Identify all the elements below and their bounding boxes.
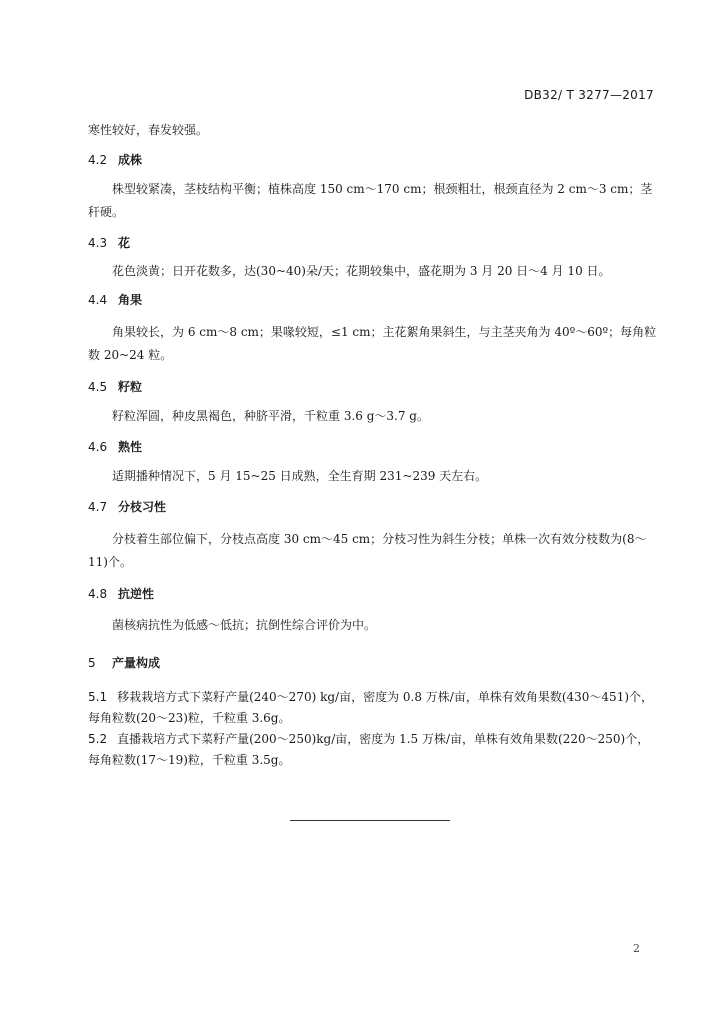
section-heading-4-5 bbox=[88, 379, 142, 395]
section-title: 抗逆性 bbox=[118, 587, 155, 601]
section-heading-4-3 bbox=[88, 235, 130, 251]
section-heading-4-2 bbox=[88, 152, 142, 168]
chapter-title: 产量构成 bbox=[112, 656, 161, 670]
section-number: 4.4 bbox=[88, 293, 108, 307]
section-number: 4.5 bbox=[88, 380, 108, 394]
section-body-4-8: 菌核病抗性为低感～低抗；抗倒性综合评价为中。 bbox=[112, 618, 377, 632]
section-body-4-3: 花色淡黄；日开花数多，达(30~40)朵/天；花期较集中，盛花期为 3 月 20 日～4 月 10 日。 bbox=[112, 264, 611, 278]
yield-item-5-1 bbox=[88, 687, 660, 729]
section-title: 籽粒 bbox=[118, 380, 143, 394]
section-number: 4.7 bbox=[88, 500, 108, 514]
item-number: 5.1 bbox=[88, 690, 108, 704]
page-number: 2 bbox=[633, 942, 640, 955]
standard-code-header: DB32/ T 3277—2017 bbox=[524, 88, 654, 102]
section-title: 熟性 bbox=[118, 440, 143, 454]
section-heading-4-4 bbox=[88, 292, 142, 308]
item-number: 5.2 bbox=[88, 732, 108, 746]
section-title: 花 bbox=[118, 236, 131, 250]
section-body-4-7: 分枝着生部位偏下，分枝点高度 30 cm～45 cm；分枝习性为斜生分枝；单株一次有效分枝数为(8～11)个。 bbox=[88, 532, 647, 569]
section-heading-4-6 bbox=[88, 439, 142, 455]
section-number: 4.6 bbox=[88, 440, 108, 454]
section-title: 成株 bbox=[118, 153, 143, 167]
chapter-number: 5 bbox=[88, 656, 96, 670]
section-number: 4.2 bbox=[88, 153, 108, 167]
chapter-heading-5 bbox=[88, 655, 160, 671]
section-body-4-2: 株型较紧凑，茎枝结构平衡；植株高度 150 cm～170 cm；根颈粗壮，根颈直径为 2 cm～3 cm；茎秆硬。 bbox=[88, 182, 653, 219]
item-body: 移栽栽培方式下菜籽产量(240～270) kg/亩，密度为 0.8 万株/亩，单株有效角果数(430～451)个，每角粒数(20～23)粒，千粒重 3.6g。 bbox=[88, 690, 654, 725]
item-body: 直播栽培方式下菜籽产量(200～250)kg/亩，密度为 1.5 万株/亩，单株有效角果数(220～250)个，每角粒数(17～19)粒，千粒重 3.5g。 bbox=[88, 732, 650, 767]
section-heading-4-7 bbox=[88, 499, 166, 515]
end-of-text-rule bbox=[290, 820, 450, 821]
section-title: 角果 bbox=[118, 293, 143, 307]
intro-continuation-text: 寒性较好，春发较强。 bbox=[88, 123, 209, 137]
section-body-4-5: 籽粒浑圆，种皮黑褐色，种脐平滑，千粒重 3.6 g～3.7 g。 bbox=[112, 409, 429, 423]
section-number: 4.8 bbox=[88, 587, 108, 601]
section-number: 4.3 bbox=[88, 236, 108, 250]
section-body-4-6: 适期播种情况下，5 月 15~25 日成熟，全生育期 231~239 天左右。 bbox=[112, 469, 488, 483]
yield-item-5-2 bbox=[88, 729, 660, 771]
section-body-4-4: 角果较长，为 6 cm～8 cm；果喙较短，≤1 cm；主花絮角果斜生，与主茎夹角为 40º～60º；每角粒数 20~24 粒。 bbox=[88, 325, 657, 362]
section-heading-4-8 bbox=[88, 586, 154, 602]
section-title: 分枝习性 bbox=[118, 500, 167, 514]
